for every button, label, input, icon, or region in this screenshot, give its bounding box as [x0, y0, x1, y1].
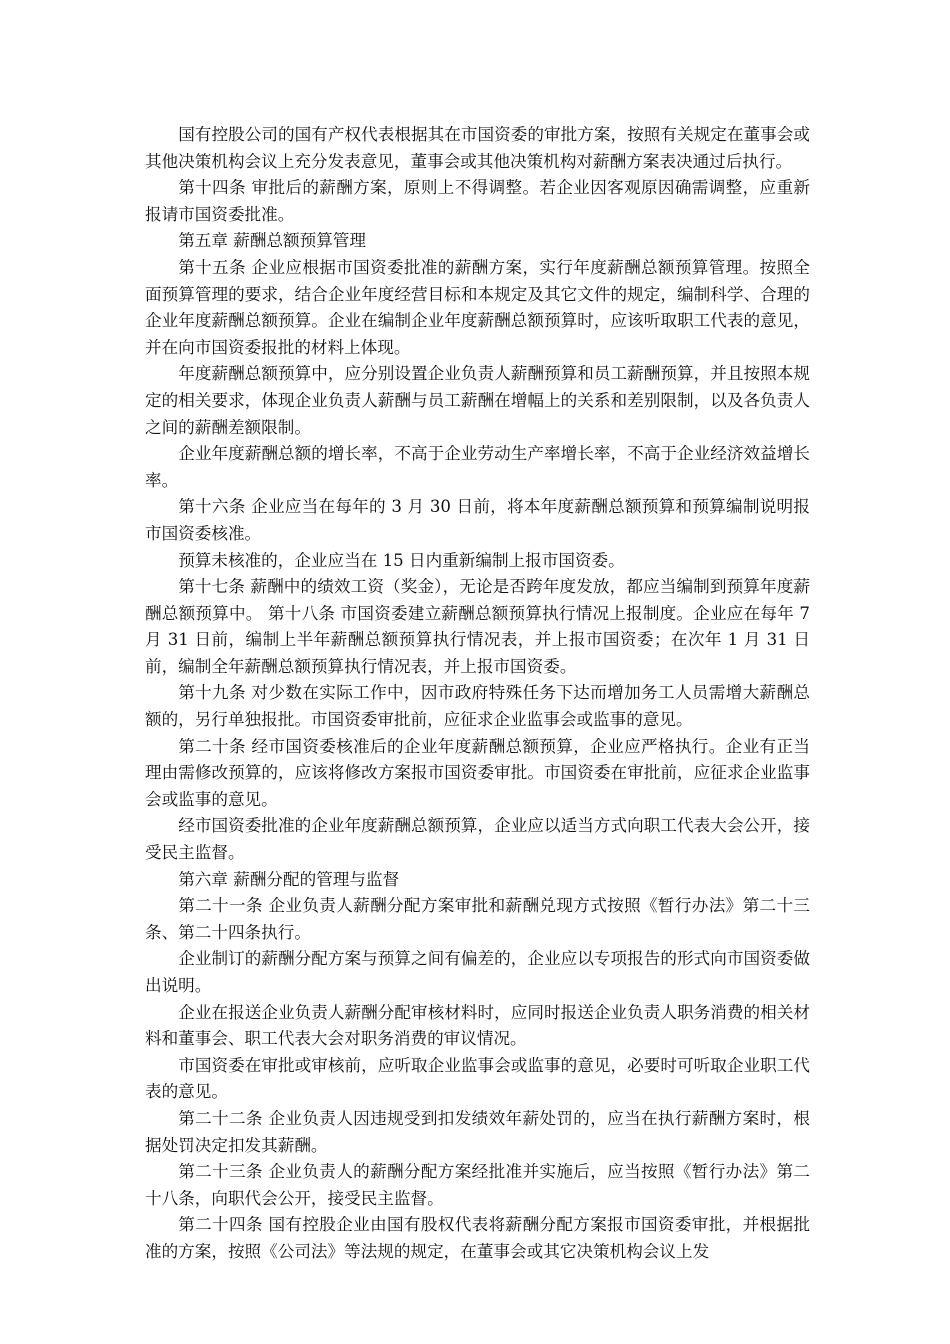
article-14: 第十四条 审批后的薪酬方案，原则上不得调整。若企业因客观原因确需调整，应重新报请市国资委批准。	[145, 178, 810, 224]
article-21: 第二十一条 企业负责人薪酬分配方案审批和薪酬兑现方式按照《暂行办法》第二十三条、第二十四条执行。	[145, 896, 810, 942]
document-body	[145, 122, 810, 1266]
article-23: 第二十三条 企业负责人的薪酬分配方案经批准并实施后，应当按照《暂行办法》第二十八条，向职代会公开，接受民主监督。	[145, 1162, 810, 1208]
paragraph: 年度薪酬总额预算中，应分别设置企业负责人薪酬预算和员工薪酬预算，并且按照本规定的相关要求，体现企业负责人薪酬与员工薪酬在增幅上的关系和差别限制，以及各负责人之间的薪酬差额限制。	[145, 364, 810, 437]
article-22: 第二十二条 企业负责人因违规受到扣发绩效年薪处罚的，应当在执行薪酬方案时，根据处罚决定扣发其薪酬。	[145, 1108, 810, 1155]
paragraph: 企业年度薪酬总额的增长率，不高于企业劳动生产率增长率，不高于企业经济效益增长率。	[145, 444, 810, 490]
article-17-18: 第十七条 薪酬中的绩效工资（奖金），无论是否跨年度发放，都应当编制到预算年度薪酬总额预算中。 第十八条 市国资委建立薪酬总额预算执行情况上报制度。企业应在每年 7 月 31 日前，编制上半年薪酬总额预算执行情况表，并上报市国资委；在次年 1 月 31 日前，编制全年薪酬总额预算执行情况表，并上报市国资委。	[145, 577, 810, 676]
article-24: 第二十四条 国有控股企业由国有股权代表将薪酬分配方案报市国资委审批，并根据批准的方案，按照《公司法》等法规的规定，在董事会或其它决策机构会议上发	[145, 1215, 810, 1261]
chapter-5-heading: 第五章 薪酬总额预算管理	[178, 231, 366, 251]
article-20: 第二十条 经市国资委核准后的企业年度薪酬总额预算，企业应严格执行。企业有正当理由需修改预算的，应该将修改方案报市国资委审批。市国资委在审批前，应征求企业监事会或监事的意见。	[145, 736, 810, 809]
paragraph: 企业制订的薪酬分配方案与预算之间有偏差的，企业应以专项报告的形式向市国资委做出说明。	[145, 949, 810, 995]
paragraph: 国有控股公司的国有产权代表根据其在市国资委的审批方案，按照有关规定在董事会或其他决策机构会议上充分发表意见，董事会或其他决策机构对薪酬方案表决通过后执行。	[145, 125, 810, 171]
paragraph: 市国资委在审批或审核前，应听取企业监事会或监事的意见，必要时可听取企业职工代表的意见。	[145, 1055, 810, 1102]
paragraph: 企业在报送企业负责人薪酬分配审核材料时，应同时报送企业负责人职务消费的相关材料和董事会、职工代表大会对职务消费的审议情况。	[145, 1002, 810, 1049]
paragraph: 经市国资委批准的企业年度薪酬总额预算，企业应以适当方式向职工代表大会公开，接受民主监督。	[145, 816, 810, 863]
article-15: 第十五条 企业应根据市国资委批准的薪酬方案，实行年度薪酬总额预算管理。按照全面预算管理的要求，结合企业年度经营目标和本规定及其它文件的规定，编制科学、合理的企业年度薪酬总额预算。企业在编制企业年度薪酬总额预算时，应该听取职工代表的意见，并在向市国资委报批的材料上体现。	[145, 257, 810, 357]
chapter-6-heading: 第六章 薪酬分配的管理与监督	[178, 869, 400, 889]
article-16: 第十六条 企业应当在每年的 3 月 30 日前，将本年度薪酬总额预算和预算编制说明报市国资委核准。	[145, 497, 810, 543]
article-19: 第十九条 对少数在实际工作中，因市政府特殊任务下达而增加务工人员需增大薪酬总额的，另行单独报批。市国资委审批前，应征求企业监事会或监事的意见。	[145, 683, 810, 730]
paragraph: 预算未核准的，企业应当在 15 日内重新编制上报市国资委。	[178, 550, 625, 570]
